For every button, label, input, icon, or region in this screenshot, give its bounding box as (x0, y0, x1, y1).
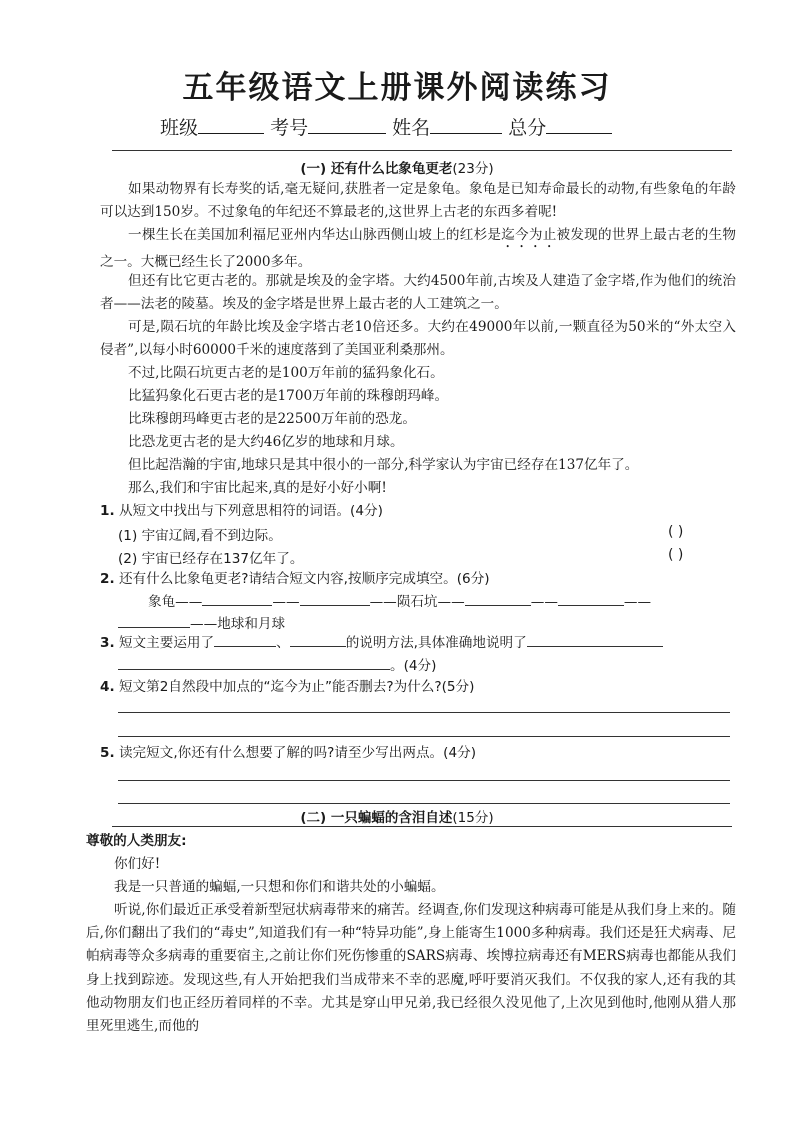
question-3-rest: 的说明方法,具体准确地说明了 (345, 635, 527, 651)
section1-title: (一) 还有什么比象龟更老 (300, 161, 453, 177)
question-1-item-2: (2) 宇宙已经存在137亿年了。 (118, 551, 304, 567)
question-3 (100, 632, 663, 654)
section1-heading (0, 157, 794, 177)
section2-title: (二) 一只蝙蝠的含泪自述 (300, 810, 453, 826)
class-label: 班级 (160, 117, 199, 139)
answer-line-5a[interactable] (118, 780, 730, 781)
paragraph-8: 比恐龙更古老的是大约46亿岁的地球和月球。 (128, 434, 404, 450)
question-3-score: 。(4分) (390, 658, 437, 674)
question-2-number: 2. (100, 571, 115, 587)
question-2 (100, 568, 490, 590)
method-blank-1[interactable] (214, 632, 276, 647)
section2-rule (112, 826, 732, 827)
question-5-number: 5. (100, 745, 115, 761)
explain-blank-1[interactable] (527, 632, 663, 647)
sequence-end: ——地球和月球 (190, 616, 286, 632)
paragraph-2-part-b: 被发现的世界上最古老的生物之一。大概已经生长了2000多年。 (100, 227, 737, 270)
question-1-item-1: (1) 宇宙辽阔,看不到边际。 (118, 528, 282, 544)
paragraph-6: 比猛犸象化石更古老的是1700万年前的珠穆朗玛峰。 (128, 388, 449, 404)
paragraph-4: 可是,陨石坑的年龄比埃及金字塔古老10倍还多。大约在49000年以前,一颗直径为50米的“外太空入侵者”,以每小时60000千米的速度落到了美国亚利桑那州。 (100, 319, 736, 359)
paragraph-1: 如果动物界有长寿奖的话,毫无疑问,获胜者一定是象龟。象龟是已知寿命最长的动物,有些象龟的年龄可以达到150岁。不过象龟的年纪还不算最老的,这世界上古老的东西多着呢! (100, 181, 736, 221)
number-blank[interactable] (308, 115, 386, 134)
paragraph-5: 不过,比陨石坑更古老的是100万年前的猛犸象化石。 (128, 365, 444, 381)
paragraph-9: 但比起浩瀚的宇宙,地球只是其中很小的一部分,科学家认为宇宙已经存在137亿年了。 (128, 457, 639, 473)
question-3-text: 短文主要运用了 (118, 635, 215, 651)
question-4 (100, 676, 474, 698)
sequence-blank-5[interactable] (118, 613, 190, 628)
answer-line-4a[interactable] (118, 712, 730, 713)
sequence-row-2 (118, 612, 285, 632)
sequence-blank-1[interactable] (202, 591, 272, 606)
score-label: 总分 (508, 117, 547, 139)
paragraph-2-part-a: 一棵生长在美国加利福尼亚州内华达山脉西侧山坡上的红杉是 (128, 227, 502, 243)
paragraph-2 (100, 224, 736, 274)
question-3-number: 3. (100, 635, 115, 651)
question-3-line-2 (118, 654, 436, 674)
sequence-mid: ——陨石坑—— (369, 594, 465, 610)
class-blank[interactable] (198, 115, 264, 134)
answer-line-4b[interactable] (118, 736, 730, 737)
letter-paragraph-2: 听说,你们最近正承受着新型冠状病毒带来的痛苦。经调查,你们发现这种病毒可能是从我们身上来的。随后,你们翻出了我们的“毒史”,知道我们有一种“特异功能”,身上能寄生1000多种病毒。我们还是狂犬病毒、尼帕病毒等众多病毒的重要宿主,之前让你们死伤惨重的SARS病毒、埃博拉病毒还有MERS病毒也都能从我们身上找到踪迹。发现这些,有人开始把我们当成带来不幸的恶魔,呼吁要消灭我们。不仅我的家人,还有我的其他动物朋友们也正经历着同样的不幸。尤其是穿山甲兄弟,我已经很久没见他了,上次见到他时,他刚从猎人那里死里逃生,而他的 (86, 902, 736, 1035)
paragraph-10: 那么,我们和宇宙比起来,真的是好小好小啊! (128, 480, 387, 496)
letter-salutation: 尊敬的人类朋友: (86, 833, 187, 849)
section1-top-rule (112, 150, 732, 151)
letter-greeting: 你们好! (114, 856, 161, 872)
answer-paren-2[interactable]: ( ) (668, 547, 684, 563)
paragraph-7: 比珠穆朗玛峰更古老的是22500万年前的恐龙。 (128, 411, 416, 427)
method-blank-2[interactable] (290, 632, 346, 647)
question-1-text: 从短文中找出与下列意思相符的词语。(4分) (118, 503, 383, 519)
student-info-line (160, 113, 612, 140)
score-blank[interactable] (546, 115, 612, 134)
question-4-number: 4. (100, 679, 115, 695)
explain-blank-2[interactable] (118, 655, 390, 670)
section2-heading (0, 806, 794, 826)
answer-paren-1[interactable]: ( ) (668, 524, 684, 540)
page-title: 五年级语文上册课外阅读练习 (182, 70, 612, 106)
letter-paragraph-1: 我是一只普通的蝙蝠,一只想和你们和谐共处的小蝙蝠。 (114, 879, 445, 895)
question-2-text: 还有什么比象龟更老?请结合短文内容,按顺序完成填空。(6分) (118, 571, 490, 587)
question-4-text: 短文第2自然段中加点的“迄今为止”能否删去?为什么?(5分) (118, 679, 475, 695)
number-label: 考号 (270, 117, 309, 139)
question-3-separator: 、 (276, 635, 290, 651)
question-5-text: 读完短文,你还有什么想要了解的吗?请至少写出两点。(4分) (118, 745, 476, 761)
sequence-blank-4[interactable] (558, 591, 624, 606)
section1-score: (23分) (452, 161, 494, 177)
section2-score: (15分) (452, 810, 494, 826)
name-blank[interactable] (430, 115, 502, 134)
dotted-phrase: 迄今为止 (501, 227, 557, 243)
question-1-number: 1. (100, 503, 115, 519)
answer-line-5b[interactable] (118, 803, 730, 804)
sequence-blank-2[interactable] (300, 591, 370, 606)
name-label: 姓名 (392, 117, 431, 139)
sequence-row-1: 象龟—— —— ——陨石坑—— —— —— (148, 590, 651, 610)
question-5 (100, 742, 476, 764)
question-1 (100, 500, 383, 522)
sequence-start: 象龟—— (148, 594, 203, 610)
sequence-blank-3[interactable] (465, 591, 531, 606)
paragraph-3: 但还有比它更古老的。那就是埃及的金字塔。大约4500年前,古埃及人建造了金字塔,作为他们的统治者——法老的陵墓。埃及的金字塔是世界上最古老的人工建筑之一。 (100, 273, 736, 313)
